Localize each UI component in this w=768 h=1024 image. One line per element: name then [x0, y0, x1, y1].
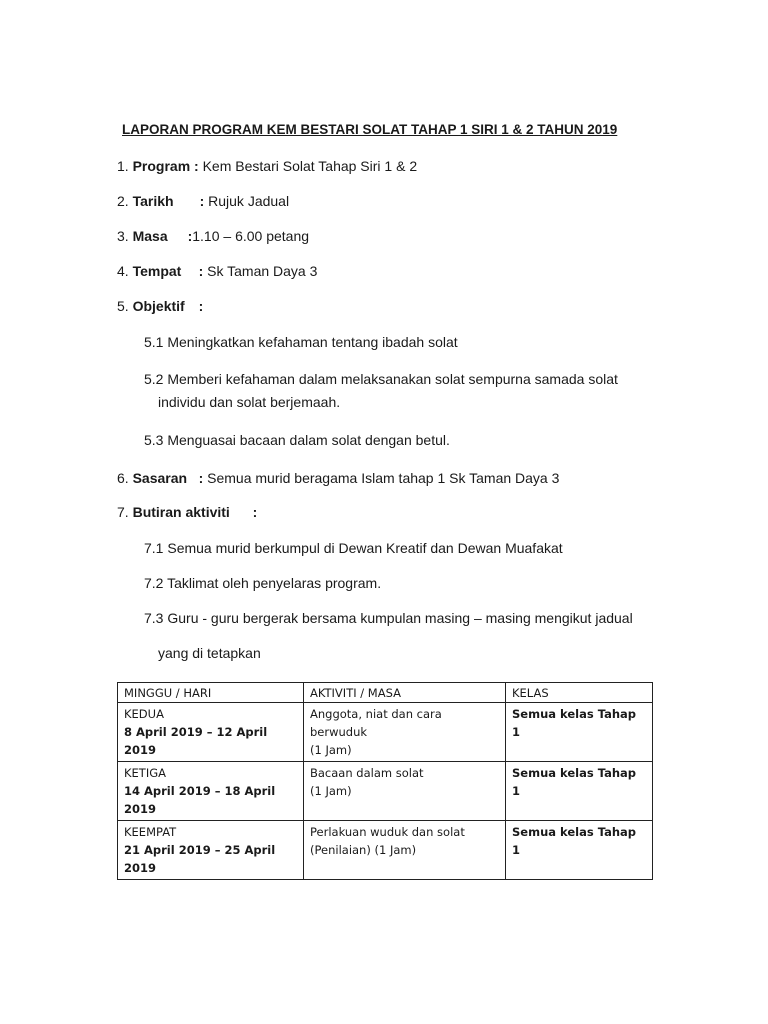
week-dates: 14 April 2019 – 18 April 2019 [124, 784, 276, 816]
item-value: Semua murid beragama Islam tahap 1 Sk Taman Daya 3 [203, 470, 560, 486]
objective-5-3: 5.3 Menguasai bacaan dalam solat dengan betul. [144, 432, 450, 448]
item-masa [117, 227, 309, 245]
item-label: Masa [132, 228, 168, 244]
table-header-row [118, 683, 653, 703]
cell-minggu [118, 762, 304, 821]
item-value: 1.10 – 6.00 petang [192, 228, 310, 244]
item-number: 3. [117, 228, 133, 244]
table-row [118, 821, 653, 880]
item-value: Rujuk Jadual [204, 193, 290, 209]
activity-7-2: 7.2 Taklimat oleh penyelaras program. [144, 575, 382, 591]
item-label: Program : [132, 158, 199, 174]
cell-kelas: Semua kelas Tahap 1 [506, 703, 653, 762]
item-colon: : [198, 298, 204, 314]
item-value: Kem Bestari Solat Tahap Siri 1 & 2 [198, 158, 418, 174]
week-name: KETIGA [124, 766, 167, 780]
schedule-table [117, 682, 653, 880]
cell-minggu [118, 703, 304, 762]
activity-duration: (Penilaian) (1 Jam) [310, 843, 417, 857]
activity-name: Anggota, niat dan cara berwuduk [310, 707, 442, 739]
header-kelas: KELAS [506, 683, 653, 703]
item-label: Tempat [132, 263, 182, 279]
activity-duration: (1 Jam) [310, 743, 352, 757]
cell-aktiviti [304, 703, 506, 762]
cell-minggu [118, 821, 304, 880]
week-dates: 21 April 2019 – 25 April 2019 [124, 843, 276, 875]
header-minggu-hari: MINGGU / HARI [118, 683, 304, 703]
item-number: 5. [117, 298, 133, 314]
item-label: Butiran aktiviti [132, 504, 230, 520]
activity-7-1: 7.1 Semua murid berkumpul di Dewan Kreatif dan Dewan Muafakat [144, 540, 563, 556]
header-aktiviti-masa: AKTIVITI / MASA [304, 683, 506, 703]
item-label: Sasaran [132, 470, 188, 486]
item-tempat [117, 262, 317, 280]
objective-5-2-continued: individu dan solat berjemaah. [158, 394, 341, 410]
activity-7-3-continued: yang di tetapkan [158, 645, 261, 661]
item-colon: : [198, 470, 204, 486]
table-row [118, 762, 653, 821]
item-butiran-aktiviti [117, 503, 257, 521]
item-number: 4. [117, 263, 133, 279]
cell-aktiviti [304, 821, 506, 880]
item-colon: : [198, 263, 204, 279]
cell-kelas: Semua kelas Tahap 1 [506, 762, 653, 821]
item-colon: : [187, 228, 193, 244]
item-number: 7. [117, 504, 133, 520]
item-colon: : [252, 504, 258, 520]
item-label: Objektif [132, 298, 185, 314]
item-objektif [117, 297, 203, 315]
item-label: Tarikh [132, 193, 174, 209]
cell-kelas: Semua kelas Tahap 1 [506, 821, 653, 880]
item-value: Sk Taman Daya 3 [203, 263, 318, 279]
item-number: 2. [117, 193, 133, 209]
week-name: KEEMPAT [124, 825, 177, 839]
activity-name: Perlakuan wuduk dan solat [310, 825, 465, 839]
week-name: KEDUA [124, 707, 164, 721]
objective-5-2: 5.2 Memberi kefahaman dalam melaksanakan solat sempurna samada solat [144, 371, 618, 387]
activity-name: Bacaan dalam solat [310, 766, 424, 780]
item-number: 1. [117, 158, 133, 174]
activity-duration: (1 Jam) [310, 784, 352, 798]
activity-7-3: 7.3 Guru - guru bergerak bersama kumpulan masing – masing mengikut jadual [144, 610, 633, 626]
item-colon: : [199, 193, 205, 209]
item-number: 6. [117, 470, 133, 486]
item-program [117, 157, 417, 175]
item-tarikh [117, 192, 289, 210]
item-sasaran [117, 469, 559, 487]
objective-5-1: 5.1 Meningkatkan kefahaman tentang ibadah solat [144, 334, 458, 350]
document-title: LAPORAN PROGRAM KEM BESTARI SOLAT TAHAP 1 SIRI 1 & 2 TAHUN 2019 [122, 122, 618, 137]
table-row [118, 703, 653, 762]
cell-aktiviti [304, 762, 506, 821]
week-dates: 8 April 2019 – 12 April 2019 [124, 725, 268, 757]
